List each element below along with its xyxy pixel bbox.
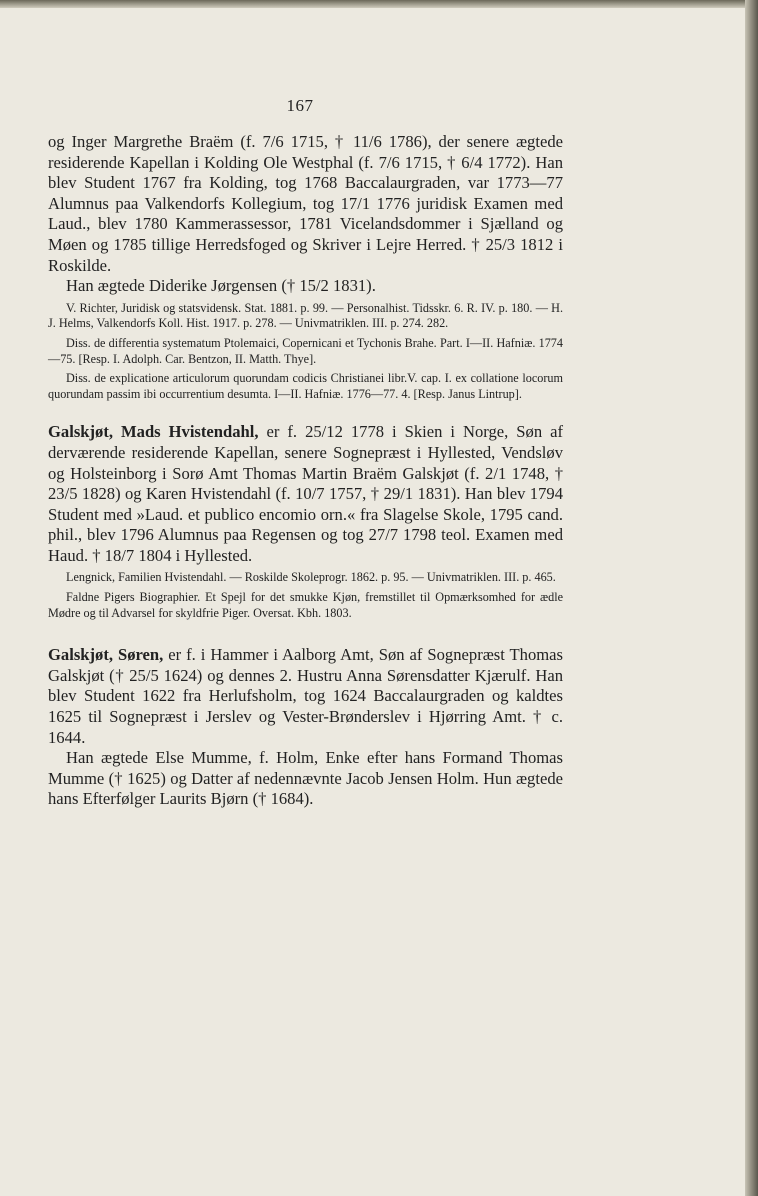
entry2-paragraph xyxy=(48,422,563,566)
entry2-heading: Galskjøt, Mads Hvistendahl, xyxy=(48,422,259,442)
page-top-edge xyxy=(0,0,758,8)
entry1-paragraph: og Inger Margrethe Braëm (f. 7/6 1715, † 11/6 1786), der senere ægtede residerende Kapellan i Kolding Ole Westphal (f. 7/6 1715, † 6/4 1772). Han blev Student 1767 fra Kolding, tog 1768 Baccalaurgraden, var 1773—77 Alumnus paa Valkendorfs Kollegium, tog 17/1 1776 juridisk Examen med Laud., blev 1780 Kammerassessor, 1781 Vicelandsdommer i Sjælland og Møen og 1785 tillige Herredsfoged og Skriver i Lejre Herred. † 25/3 1812 i Roskilde. xyxy=(48,132,563,275)
book-page xyxy=(0,8,745,1196)
entry1-reference-sources: V. Richter, Juridisk og statsvidensk. Stat. 1881. p. 99. — Personalhist. Tidsskr. 6. R. IV. p. 180. — H. J. Helms, Valkendorfs Koll. Hist. 1917. p. 278. — Univmatriklen. III. p. 274. 282. xyxy=(48,300,563,331)
entry1-reference-dissertation-2: Diss. de explicatione articulorum quorundam codicis Christianei libr.V. cap. I. ex collatione locorum quorundam passim ibi occurrentium desumta. I—II. Hafniæ. 1776—77. 4. [Resp. Janus Lintrup]. xyxy=(48,371,563,401)
entry2-reference-work: Faldne Pigers Biographier. Et Spejl for det smukke Kjøn, fremstillet til Opmærksomhed for ædle Mødre og til Advarsel for skyldfrie Piger. Oversat. Kbh. 1803. xyxy=(48,590,563,620)
entry2-reference-sources: Lengnick, Familien Hvistendahl. — Roskilde Skoleprogr. 1862. p. 95. — Univmatriklen. III. p. 465. xyxy=(66,570,556,585)
entry2-body: er f. 25/12 1778 i Skien i Norge, Søn af derværende residerende Kapellan, senere Sognepræst i Hyllested, Vendsløv og Holsteinborg i Sorø Amt Thomas Martin Braëm Galskjøt (f. 2/1 1748, † 23/5 1828) og Karen Hvistendahl (f. 10/7 1757, † 29/1 1831). Han blev 1794 Student med »Laud. et publico encomio orn.« fra Slagelse Skole, 1795 cand. phil., blev 1796 Alumnus paa Regensen og tog 27/7 1798 teol. Examen med Haud. † 18/7 1804 i Hyllested. xyxy=(48,422,564,565)
page-number: 167 xyxy=(286,96,314,115)
entry1-reference-dissertation-1: Diss. de differentia systematum Ptolemaici, Copernicani et Tychonis Brahe. Part. I—II. Hafniæ. 1774—75. [Resp. I. Adolph. Car. Bentzon, II. Matth. Thye]. xyxy=(48,335,563,366)
entry3-heading: Galskjøt, Søren, xyxy=(48,645,164,665)
entry3-body: er f. i Hammer i Aalborg Amt, Søn af Sognepræst Thomas Galskjøt († 25/5 1624) og dennes 2. Hustru Anna Sørensdatter Kjærulf. Han blev Student 1622 fra Herlufsholm, tog 1624 Baccalaurgraden og kaldtes 1625 til Sognepræst i Jerslev og Vester-Brønderslev i Hjørring Amt. † c. 1644. xyxy=(48,645,563,747)
page-body xyxy=(48,132,563,810)
entry3-paragraph xyxy=(48,645,563,748)
entry3-marriage: Han ægtede Else Mumme, f. Holm, Enke efter hans Formand Thomas Mumme († 1625) og Datter af nedennævnte Jacob Jensen Holm. Hun ægtede hans Efterfølger Laurits Bjørn († 1684). xyxy=(48,748,563,809)
page-right-edge xyxy=(745,0,758,1196)
entry1-marriage: Han ægtede Diderike Jørgensen († 15/2 1831). xyxy=(66,276,376,296)
